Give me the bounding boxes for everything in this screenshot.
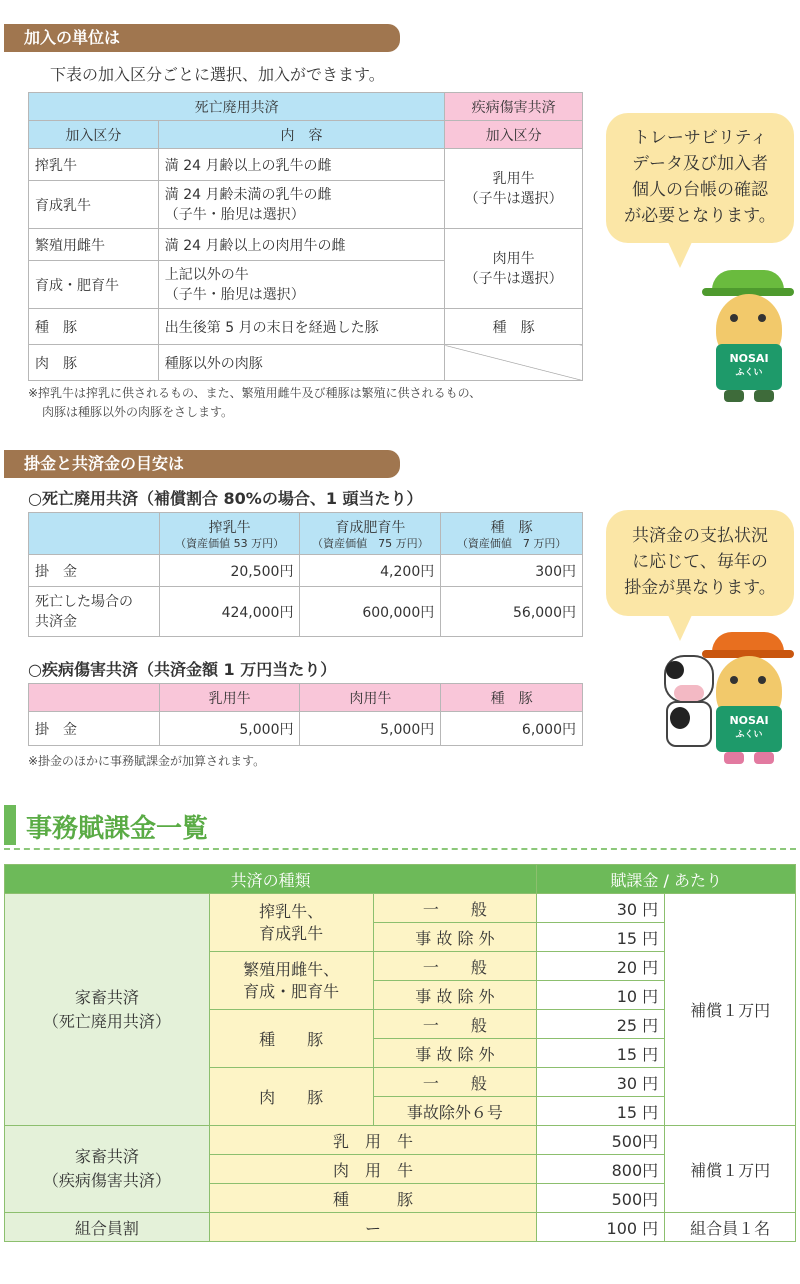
head-kubun: 加入区分 bbox=[29, 121, 159, 149]
empty-diagonal-cell bbox=[445, 345, 583, 381]
col-growing bbox=[300, 513, 441, 555]
row-label-kakekin: 掛 金 bbox=[29, 555, 160, 587]
species-line2: 育成乳牛 bbox=[259, 923, 324, 943]
value-cell: 5,000円 bbox=[159, 712, 300, 746]
apron-label: NOSAI bbox=[729, 714, 769, 727]
kind-except: 事 故 除 外 bbox=[373, 923, 537, 952]
kind-except6: 事故除外６号 bbox=[373, 1097, 537, 1126]
bubble-line: 共済金の支払状況 bbox=[632, 526, 768, 546]
row-desc: 種豚以外の肉豚 bbox=[158, 345, 444, 381]
head-types: 共済の種類 bbox=[5, 865, 537, 894]
bubble-tail bbox=[668, 242, 692, 268]
note-line1: ※搾乳牛は搾乳に供されるもの、また、繁殖用雌牛及び種豚は繁殖に供されるもの、 bbox=[28, 386, 482, 400]
fee-value: 15 円 bbox=[537, 1097, 665, 1126]
group-line2: （疾病傷害共済） bbox=[42, 1171, 171, 1190]
mascot-character bbox=[700, 270, 796, 405]
head-shibo: 死亡廃用共済 bbox=[29, 93, 445, 121]
group-shibo bbox=[5, 894, 210, 1126]
fee-value: 15 円 bbox=[537, 1039, 665, 1068]
kind-general: 一 般 bbox=[373, 1068, 537, 1097]
cow-spot bbox=[670, 707, 690, 729]
mascot-character-2 bbox=[700, 632, 796, 767]
row-desc-line2: （子牛・胎児は選択） bbox=[164, 206, 305, 223]
apron-sub: ふくい bbox=[735, 730, 763, 740]
row-cat: 肉 豚 bbox=[29, 345, 159, 381]
intro-text: 下表の加入区分ごとに選択、加入ができます。 bbox=[50, 65, 385, 84]
enrollment-table bbox=[28, 92, 583, 381]
kumiai-unit: 組合員１名 bbox=[665, 1213, 796, 1242]
species-breeding-pig: 種 豚 bbox=[209, 1010, 373, 1068]
section-title-fukakin: 事務賦課金一覧 bbox=[26, 814, 209, 844]
disease-dairy: 乳 用 牛 bbox=[209, 1126, 537, 1155]
species-line1: 搾乳牛、 bbox=[259, 901, 324, 921]
col-name: 肉用牛 bbox=[300, 684, 441, 712]
species-beef bbox=[209, 952, 373, 1010]
row-desc-line2: （子牛・胎児は選択） bbox=[164, 286, 305, 303]
dis-pig: 種 豚 bbox=[445, 309, 583, 345]
row-label-kyosaikin bbox=[29, 587, 160, 637]
boot-icon bbox=[754, 390, 774, 402]
dis-dairy-a: 乳用牛 bbox=[492, 170, 535, 187]
dis-cell-beef bbox=[445, 229, 583, 309]
title-underline bbox=[4, 848, 796, 850]
dis-cell-dairy bbox=[445, 149, 583, 229]
speech-bubble-traceability bbox=[606, 113, 794, 243]
row-cat: 育成・肥育牛 bbox=[29, 261, 159, 309]
group-line1: 家畜共済 bbox=[74, 1147, 139, 1166]
fee-value: 30 円 bbox=[537, 1068, 665, 1097]
row-cat: 種 豚 bbox=[29, 309, 159, 345]
kind-general: 一 般 bbox=[373, 952, 537, 981]
bubble-line: が必要となります。 bbox=[624, 206, 776, 226]
species-line1: 繁殖用雌牛、 bbox=[243, 959, 340, 979]
note-kakekin: ※掛金のほかに事務賦課金が加算されます。 bbox=[28, 754, 266, 768]
value-cell: 6,000円 bbox=[441, 712, 583, 746]
dis-beef-a: 肉用牛 bbox=[492, 250, 535, 267]
col-dairy bbox=[159, 513, 300, 555]
species-meat-pig: 肉 豚 bbox=[209, 1068, 373, 1126]
value-cell: 300円 bbox=[441, 555, 583, 587]
eye-icon bbox=[758, 314, 766, 322]
species-line2: 育成・肥育牛 bbox=[243, 981, 340, 1001]
fee-value: 30 円 bbox=[537, 894, 665, 923]
kind-general: 一 般 bbox=[373, 894, 537, 923]
row-cat: 繁殖用雌牛 bbox=[29, 229, 159, 261]
fee-value: 20 円 bbox=[537, 952, 665, 981]
subhead-shippei: ○疾病傷害共済（共済金額 1 万円当たり） bbox=[28, 660, 337, 679]
kind-general: 一 般 bbox=[373, 1010, 537, 1039]
col-name: 乳用牛 bbox=[159, 684, 300, 712]
group-shippei bbox=[5, 1126, 210, 1213]
speech-bubble-payment bbox=[606, 510, 794, 616]
dis-dairy-b: （子牛は選択） bbox=[464, 190, 563, 207]
fee-value: 500円 bbox=[537, 1126, 665, 1155]
section-title-kanyu: 加入の単位は bbox=[4, 24, 400, 52]
col-name: 種 豚 bbox=[441, 684, 583, 712]
head-shippei: 疾病傷害共済 bbox=[445, 93, 583, 121]
corner-cell bbox=[29, 513, 160, 555]
row-desc: 満 24 月齢以上の乳牛の雌 bbox=[158, 149, 444, 181]
kind-except: 事 故 除 外 bbox=[373, 1039, 537, 1068]
eye-icon bbox=[730, 676, 738, 684]
mascot-apron bbox=[716, 344, 782, 390]
species-dairy bbox=[209, 894, 373, 952]
value-cell: 424,000円 bbox=[159, 587, 300, 637]
fee-value: 10 円 bbox=[537, 981, 665, 1010]
col-name: 育成肥育牛 bbox=[335, 520, 406, 536]
comp-unit: 補償１万円 bbox=[665, 894, 796, 1126]
bubble-line: 掛金が異なります。 bbox=[624, 578, 776, 598]
cow-spot bbox=[666, 661, 684, 679]
col-pig bbox=[441, 513, 583, 555]
kind-except: 事 故 除 外 bbox=[373, 981, 537, 1010]
bubble-line: に応じて、毎年の bbox=[632, 552, 768, 572]
fee-table bbox=[4, 864, 796, 1242]
kumiai-label: 組合員割 bbox=[5, 1213, 210, 1242]
apron-label: NOSAI bbox=[729, 352, 769, 365]
value-cell: 600,000円 bbox=[300, 587, 441, 637]
bubble-line: 個人の台帳の確認 bbox=[632, 180, 768, 200]
mascot-apron bbox=[716, 706, 782, 752]
row-desc-line1: 満 24 月齢未満の乳牛の雌 bbox=[164, 186, 332, 203]
value-cell: 5,000円 bbox=[300, 712, 441, 746]
fee-value: 500円 bbox=[537, 1184, 665, 1213]
col-name: 搾乳牛 bbox=[208, 520, 251, 536]
fee-value: 25 円 bbox=[537, 1010, 665, 1039]
head-kubun2: 加入区分 bbox=[445, 121, 583, 149]
group-line1: 家畜共済 bbox=[74, 987, 139, 1007]
row-desc: 満 24 月齢以上の肉用牛の雌 bbox=[158, 229, 444, 261]
head-naiyo: 内 容 bbox=[158, 121, 444, 149]
group-line2: （死亡廃用共済） bbox=[42, 1011, 171, 1031]
head-fee: 賦課金 / あたり bbox=[537, 865, 796, 894]
bubble-tail bbox=[668, 615, 692, 641]
eye-icon bbox=[730, 314, 738, 322]
fee-value: 800円 bbox=[537, 1155, 665, 1184]
premium-table-death bbox=[28, 512, 583, 637]
eye-icon bbox=[758, 676, 766, 684]
value-cell: 56,000円 bbox=[441, 587, 583, 637]
row-cat: 搾乳牛 bbox=[29, 149, 159, 181]
subhead-shibo: ○死亡廃用共済（補償割合 80%の場合、1 頭当たり） bbox=[28, 489, 423, 508]
value-cell: 20,500円 bbox=[159, 555, 300, 587]
label-line1: 死亡した場合の bbox=[35, 593, 133, 610]
kumiai-dash: ー bbox=[209, 1213, 537, 1242]
title-accent-bar bbox=[4, 805, 16, 845]
label-line2: 共済金 bbox=[35, 613, 77, 630]
boot-icon bbox=[724, 390, 744, 402]
row-desc-line1: 上記以外の牛 bbox=[164, 266, 249, 283]
col-sub: （資産価値 53 万円） bbox=[175, 537, 285, 550]
note-line2: 肉豚は種豚以外の肉豚をさします。 bbox=[42, 405, 234, 419]
bubble-line: トレーサビリティ bbox=[632, 128, 768, 148]
row-desc: 出生後第 5 月の末日を経過した豚 bbox=[158, 309, 444, 345]
fee-value: 100 円 bbox=[537, 1213, 665, 1242]
disease-beef: 肉 用 牛 bbox=[209, 1155, 537, 1184]
col-sub: （資産価値 75 万円） bbox=[312, 537, 429, 550]
value-cell: 4,200円 bbox=[300, 555, 441, 587]
row-cat: 育成乳牛 bbox=[29, 181, 159, 229]
row-desc bbox=[158, 261, 444, 309]
row-desc bbox=[158, 181, 444, 229]
fee-value: 15 円 bbox=[537, 923, 665, 952]
premium-table-disease bbox=[28, 683, 583, 746]
bubble-line: データ及び加入者 bbox=[632, 154, 768, 174]
corner-cell bbox=[29, 684, 160, 712]
apron-sub: ふくい bbox=[735, 368, 763, 378]
section-title-kakekin: 掛金と共済金の目安は bbox=[4, 450, 400, 478]
disease-pig: 種 豚 bbox=[209, 1184, 537, 1213]
dis-beef-b: （子牛は選択） bbox=[464, 270, 563, 287]
col-name: 種 豚 bbox=[490, 520, 533, 536]
boot-icon bbox=[724, 752, 744, 764]
boot-icon bbox=[754, 752, 774, 764]
comp-unit-2: 補償１万円 bbox=[665, 1126, 796, 1213]
row-label-kakekin: 掛 金 bbox=[29, 712, 160, 746]
col-sub: （資産価値 7 万円） bbox=[456, 537, 567, 550]
